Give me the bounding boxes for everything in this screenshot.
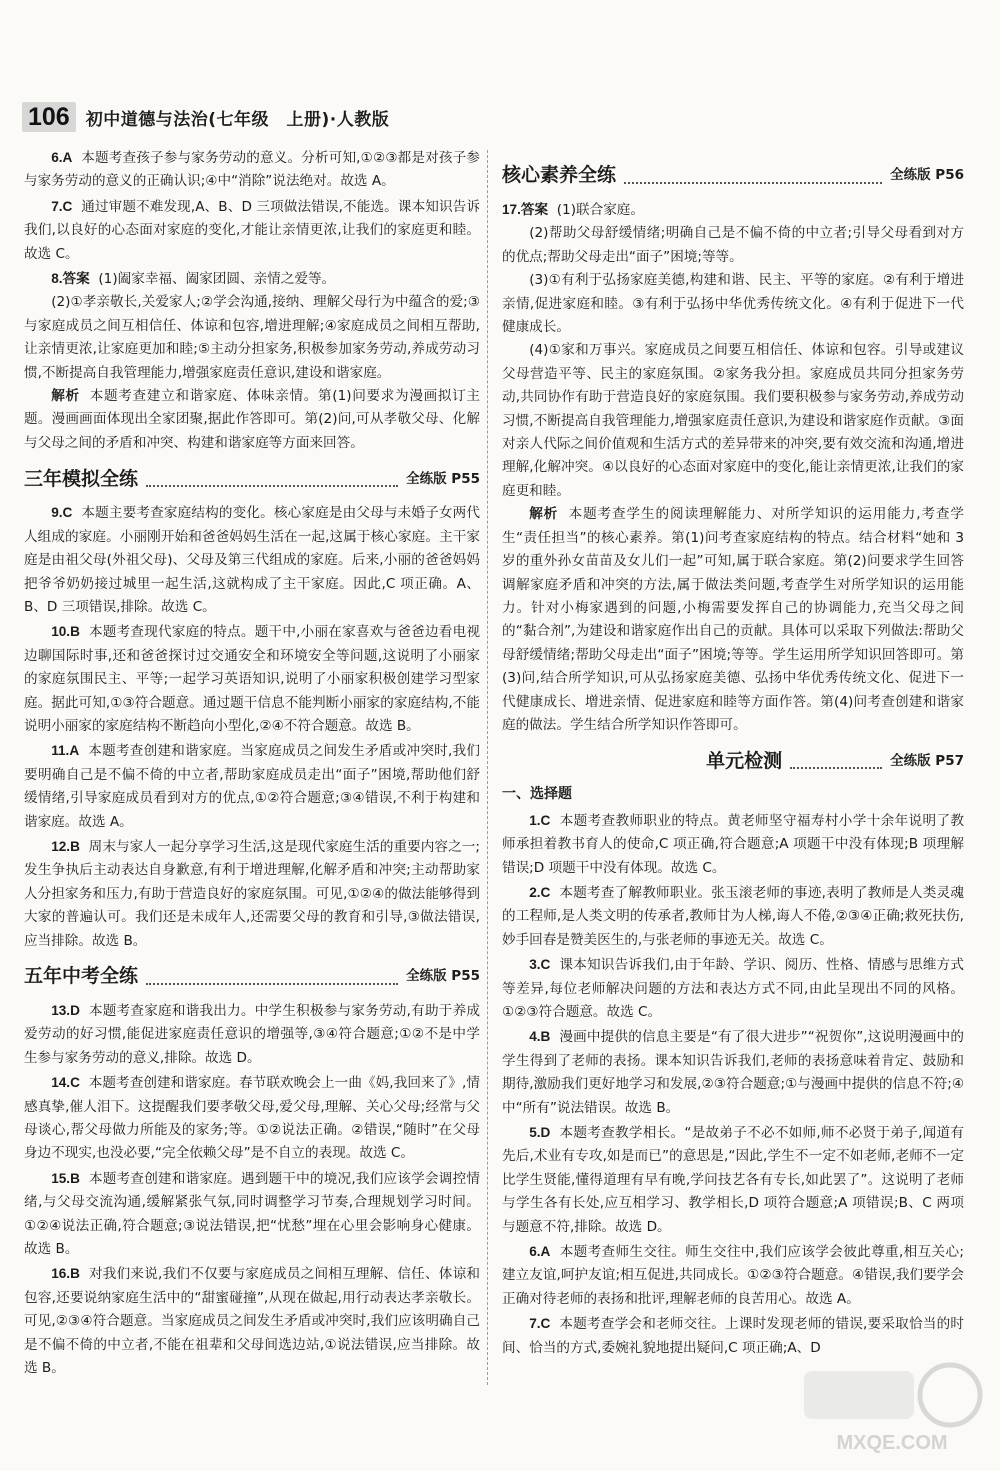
answer-text: 本题考查创建和谐家庭。遇到题干中的境况,我们应该学会调控情绪,与父母交流沟通,缓解紧张气氛,同时调整学习节奏,合理规划学习时间。①②④说法正确,符合题意;③说法错误,把“忧愁”埋在心里会影响身心健康。故选 B。	[24, 1170, 480, 1258]
answer-text: 本题考查教师职业的特点。黄老师坚守福寿村小学十余年说明了教师承担着教书育人的使命,C 项正确,符合题意;A 项题干中没有体现;B 项理解错误;D 项题干中没有体现。故选 C。	[502, 812, 964, 876]
answer-number: 6.A	[529, 1244, 551, 1260]
answer-item-12	[24, 835, 480, 953]
section-header-five-year	[24, 963, 480, 991]
answer-text: 本题考查教学相长。“是故弟子不必不如师,师不必贤于弟子,闻道有先后,术业有专攻,如是而已”的意思是,“因此,学生不一定不如老师,老师不一定比学生贤能,懂得道理有早有晚,学问技艺各有专长,如此罢了”。这说明了老师与学生各有长处,应互相学习、教学相长,D 项符合题意;A 项错误;B、C 两项与题意不符,排除。故选 D。	[502, 1125, 964, 1235]
section-title: 核心素养全练	[502, 164, 617, 187]
answer-text: 本题考查家庭和谐我出力。中学生积极参与家务劳动,有助于养成爱劳动的好习惯,能促进家庭责任意识的增强等,③④符合题意;①②不是中学生参与家务劳动的意义,排除。故选 D。	[24, 1003, 480, 1066]
leader-dots	[790, 753, 882, 769]
leader-dots	[146, 471, 398, 487]
analysis-label: 解析	[51, 388, 80, 405]
answer-text: (1)阖家幸福、阖家团圆、亲情之爱等。	[98, 271, 336, 288]
answer-item-r2	[502, 881, 964, 952]
answer-text: 本题考查现代家庭的特点。题干中,小丽在家喜欢与爸爸边看电视边聊国际时事,还和爸爸探讨过交通安全和环境安全等问题,这说明了小丽家的家庭氛围民主、平等;一起学习英语知识,说明了小丽家积极创建学习型家庭。据此可知,①③符合题意。通过题干信息不能判断小丽家的家庭结构,不能说明小丽家的家庭结构不断趋向小型化,②④不符合题意。故选 B。	[24, 624, 480, 734]
answer-item-11	[24, 739, 480, 834]
right-column	[502, 164, 964, 1361]
watermark-logo	[798, 1357, 986, 1457]
answer-text: 本题主要考查家庭结构的变化。核心家庭是由父母与未婚子女两代人组成的家庭。小丽刚开始和爸爸妈妈生活在一起,这属于核心家庭。主干家庭是由祖父母(外祖父母)、父母及第三代组成的家庭。后来,小丽的爸爸妈妈把爷爷奶奶接过城里一起生活,这就构成了主干家庭。因此,C 项正确。A、B、D 三项错误,排除。故选 C。	[24, 505, 480, 615]
answer-item-6	[24, 146, 480, 194]
answer-text: 本题考查了解教师职业。张玉滚老师的事迹,表明了教师是人类灵魂的工程师,是人类文明的传承者,教师甘为人梯,诲人不倦,②③④正确;救死扶伤,妙手回春是赞美医生的,与张老师的事迹无关。故选 C。	[502, 884, 964, 948]
answer-item-14	[24, 1071, 480, 1166]
answer-paragraph: (3)①有利于弘扬家庭美德,构建和谐、民主、平等的家庭。②有利于增进亲情,促进家庭和睦。③有利于弘扬中华优秀传统文化。④有利于促进下一代健康成长。	[502, 272, 964, 336]
answer-item-10	[24, 620, 480, 738]
answer-text: 本题考查孩子参与家务劳动的意义。分析可知,①②③都是对孩子参与家务劳动的意义的正确认识;④中“消除”说法绝对。故选 A。	[24, 150, 480, 190]
answer-text: 课本知识告诉我们,由于年龄、学识、阅历、性格、情感与思维方式等差异,每位老师解决问题的方法和表达方式不同,由此呈现出不同的风格。①②③符合题意。故选 C。	[502, 957, 964, 1020]
section-header-core-literacy	[502, 162, 964, 190]
answer-item-r1	[502, 809, 964, 880]
answer-paragraph: (2)帮助父母舒缓情绪;明确自己是不偏不倚的中立者;引导父母看到对方的优点;帮助父母走出“面子”困境;等等。	[502, 225, 964, 265]
answer-text: (1)联合家庭。	[556, 202, 644, 218]
answer-text: 本题考查创建和谐家庭。当家庭成员之间发生矛盾或冲突时,我们要明确自己是不偏不倚的中立者,帮助家庭成员走出“面子”困境,帮助他们舒缓情绪,引导家庭成员看到对方的优点,①②符合题意;③④错误,不利于构建和谐家庭。故选 A。	[24, 743, 480, 830]
answer-item-17	[502, 198, 964, 737]
answer-text: 本题考查师生交往。师生交往中,我们应该学会彼此尊重,相互关心;建立友谊,呵护友谊;相互促进,共同成长。①②③符合题意。④错误,我们要学会正确对待老师的表扬和批评,理解老师的良苦用心。故选 A。	[502, 1244, 964, 1307]
section-page-ref: 全练版 P55	[406, 968, 480, 985]
answer-item-16	[24, 1262, 480, 1380]
page-number: 106	[22, 102, 76, 132]
answer-number: 16.B	[51, 1266, 80, 1282]
section-title: 五年中考全练	[24, 965, 139, 988]
watermark-text: MXQE.COM	[836, 1432, 948, 1454]
answer-item-r6	[502, 1240, 964, 1311]
page-header	[22, 100, 482, 134]
answer-item-r3	[502, 953, 964, 1024]
answer-number: 11.A	[51, 743, 80, 759]
section-header-three-year	[24, 465, 480, 493]
analysis-label: 解析	[529, 506, 559, 523]
answer-item-13	[24, 999, 480, 1070]
answer-item-15	[24, 1167, 480, 1262]
answer-number: 1.C	[529, 812, 551, 828]
leader-dots	[624, 168, 882, 184]
watermark-circle	[920, 1365, 980, 1425]
section-page-ref: 全练版 P57	[890, 752, 964, 769]
answer-item-7	[24, 195, 480, 266]
answer-paragraph: (2)①孝亲敬长,关爱家人;②学会沟通,接纳、理解父母行为中蕴含的爱;③与家庭成员之间互相信任、体谅和包容,增进理解;④家庭成员之间相互帮助,让亲情更浓,让家庭更加和睦;⑤主动分担家务,积极参加家务劳动,养成劳动习惯,不断提高自我管理能力,增强家庭责任意识,建设和谐家庭。	[24, 294, 480, 381]
answer-number: 8.答案	[51, 271, 90, 287]
answer-number: 10.B	[51, 624, 80, 640]
left-column	[24, 146, 480, 1382]
answer-number: 6.A	[51, 150, 73, 165]
answer-text: 漫画中提供的信息主要是“有了很大进步”“祝贺你”,这说明漫画中的学生得到了老师的表扬。课本知识告诉我们,老师的表扬意味着肯定、鼓励和期待,激励我们更好地学习和发展,②③符合题意;①与漫画中提供的信息不符;④中“所有”说法错误。故选 B。	[502, 1029, 964, 1116]
answer-text: 对我们来说,我们不仅要与家庭成员之间相互理解、信任、体谅和包容,还要说纳家庭生活中的“甜蜜碰撞”,从现在做起,用行动表达孝亲敬长。可见,②③④符合题意。当家庭成员之间发生矛盾或冲突时,我们应该明确自己是不偏不倚的中立者,不能在祖辈和父母间选边站,①说法错误,应当排除。故选 B。	[24, 1266, 480, 1377]
answer-number: 7.C	[51, 198, 73, 214]
watermark-graphic	[798, 1357, 986, 1457]
answer-item-8	[24, 267, 480, 455]
answer-number: 12.B	[51, 838, 80, 854]
book-title: 初中道德与法治(七年级 上册)·人教版	[85, 109, 390, 130]
section-page-ref: 全练版 P55	[406, 470, 480, 487]
section-page-ref: 全练版 P56	[890, 167, 964, 184]
subsection-heading: 一、选择题	[502, 786, 572, 803]
answer-number: 13.D	[51, 1003, 80, 1018]
answer-text: 周末与家人一起分享学习生活,这是现代家庭生活的重要内容之一;发生争执后主动表达自身歉意,有利于增进理解,化解矛盾和冲突;主动帮助家人分担家务和压力,有助于营造良好的家庭氛围。可见,①②④的做法能够得到大家的普遍认可。我们还是未成年人,还需要父母的教育和引导,③做法错误,应当排除。故选 B。	[24, 838, 480, 949]
column-divider	[487, 150, 488, 1385]
answer-number: 5.D	[529, 1125, 551, 1141]
answer-number: 17.答案	[502, 202, 549, 217]
section-header-unit-test	[502, 747, 964, 775]
answer-text: 通过审题不难发现,A、B、D 三项做法错误,不能选。课本知识告诉我们,以良好的心态面对家庭的变化,才能让亲情更浓,让我们的家庭更和睦。故选 C。	[24, 198, 480, 262]
answer-item-r4	[502, 1025, 964, 1120]
answer-number: 14.C	[51, 1075, 80, 1091]
leader-dots	[146, 969, 398, 985]
analysis-text: 本题考查建立和谐家庭、体味亲情。第(1)问要求为漫画拟订主题。漫画画面体现出全家团聚,据此作答即可。第(2)问,可从孝敬父母、化解与父母之间的矛盾和冲突、构建和谐家庭等方面来回答。	[24, 388, 480, 451]
watermark-badge	[804, 1371, 914, 1419]
answer-text: 本题考查学会和老师交往。上课时发现老师的错误,要采取恰当的时间、恰当的方式,委婉礼貌地提出疑问,C 项正确;A、D	[502, 1316, 964, 1356]
answer-paragraph: (4)①家和万事兴。家庭成员之间要互相信任、体谅和包容。引导或建议父母营造平等、民主的家庭氛围。②家务我分担。家庭成员共同分担家务劳动,共同协作有助于营造良好的家庭氛围。我们要积极参与家务劳动,养成劳动习惯,不断提高自我管理能力,增强家庭责任意识,为建设和谐家庭作贡献。③面对亲人代际之间价值观和生活方式的差异带来的冲突,要有效交流和沟通,增进理解,化解冲突。④以良好的心态面对家庭中的变化,能让亲情更浓,让我们的家庭更和睦。	[502, 342, 964, 499]
answer-number: 15.B	[51, 1170, 80, 1186]
section-title: 单元检测	[706, 749, 783, 772]
answer-number: 7.C	[529, 1316, 551, 1332]
answer-item-9	[24, 501, 480, 619]
answer-item-r7	[502, 1312, 964, 1360]
answer-number: 4.B	[529, 1029, 551, 1045]
answer-text: 本题考查创建和谐家庭。春节联欢晚会上一曲《妈,我回来了》,情感真挚,催人泪下。这提醒我们要孝敬父母,爱父母,理解、关心父母;经常与父母谈心,帮父母做力所能及的家务;等。①②说法正确。②错误,“随时”在父母身边不现实,也没必要,“完全依赖父母”是不自立的表现。故选 C。	[24, 1075, 480, 1162]
answer-number: 3.C	[529, 957, 551, 973]
answer-item-r5	[502, 1121, 964, 1239]
answer-number: 2.C	[529, 884, 551, 900]
analysis-text: 本题考查学生的阅读理解能力、对所学知识的运用能力,考查学生“责任担当”的核心素养。第(1)问考查家庭结构的特点。结合材料“她和 3 岁的重外孙女苗苗及女儿们一起”可知,属于联合家庭。第(2)问要求学生回答调解家庭矛盾和冲突的方法,属于做法类问题,考查学生对所学知识的运用能力。针对小梅家遇到的问题,小梅需要发挥自己的协调能力,充当父母之间的“黏合剂”,为建设和谐家庭作出自己的贡献。具体可以采取下列做法:帮助父母舒缓情绪;帮助父母走出“面子”困境;等等。学生运用所学知识回答即可。第(3)问,结合所学知识,可从弘扬家庭美德、弘扬中华优秀传统文化、促进下一代健康成长、增进亲情、促进家庭和睦等方面作答。第(4)问考查创建和谐家庭的做法。学生结合所学知识作答即可。	[502, 506, 964, 733]
section-title: 三年模拟全练	[24, 467, 139, 490]
answer-number: 9.C	[51, 505, 73, 521]
